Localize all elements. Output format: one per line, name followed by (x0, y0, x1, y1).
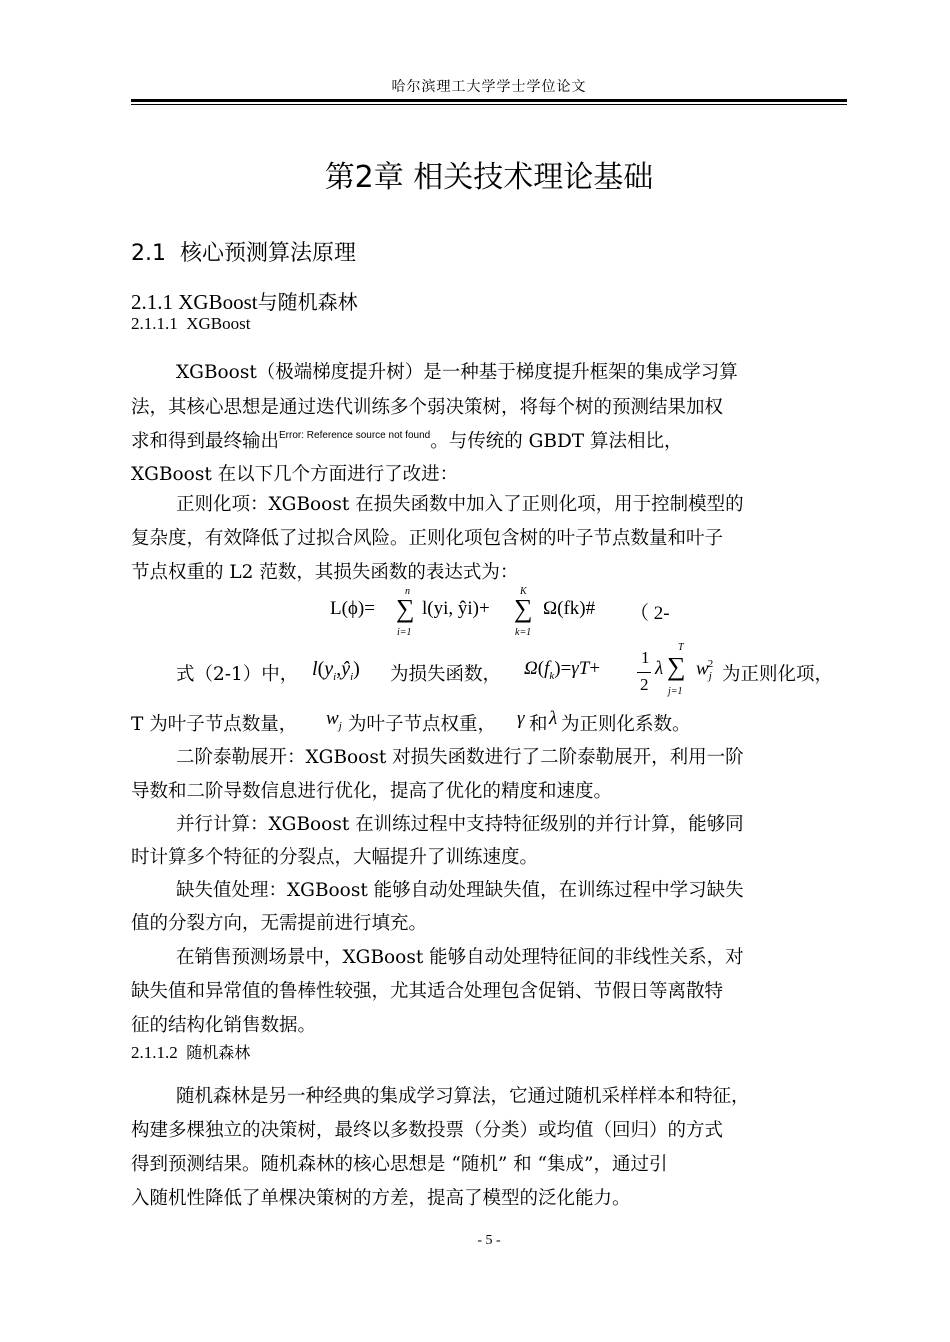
paragraph-line: 得到预测结果。随机森林的核心思想是 “随机” 和 “集成”，通过引 (131, 1154, 668, 1175)
paragraph-line: 值的分裂方向，无需提前进行填充。 (131, 913, 428, 934)
sum-upper-limit: K (520, 586, 527, 597)
lambda-symbol: λ (549, 708, 558, 729)
paragraph-line: 随机森林是另一种经典的集成学习算法，它通过随机采样样本和特征， (176, 1086, 750, 1107)
paragraph-line: 法，其核心思想是通过迭代训练多个弱决策树，将每个树的预测结果加权 (131, 397, 724, 418)
subsection-heading (131, 286, 358, 315)
sum-lower-limit: i=1 (397, 627, 412, 638)
equation-number: （ 2- (630, 603, 670, 624)
reference-error-text: Error: Reference source not found (279, 430, 431, 441)
sum-upper-limit: n (405, 586, 410, 597)
fraction-bar (637, 672, 651, 673)
sum-lower-limit: j=1 (668, 686, 683, 697)
paragraph-line: 导数和二阶导数信息进行优化，提高了优化的精度和速度。 (131, 781, 613, 802)
header-rule-thick (131, 99, 847, 102)
paragraph-line: 并行计算：XGBoost 在训练过程中支持特征级别的并行计算，能够同 (176, 814, 744, 835)
running-header: 哈尔滨理工大学学士学位论文 (391, 79, 587, 95)
subsubsection-number-1: 2.1.1.1 (131, 314, 178, 333)
summation-symbol: ∑ (396, 594, 415, 623)
paragraph-text: 为叶子节点权重， (348, 714, 497, 735)
subsection-title: 与随机森林 (257, 290, 358, 314)
chapter-title: 第2章 相关技术理论基础 (324, 160, 654, 195)
paragraph-line: 在销售预测场景中，XGBoost 能够自动处理特征间的非线性关系，对 (176, 947, 744, 968)
paragraph-line: 节点权重的 L2 范数，其损失函数的表达式为： (131, 562, 519, 583)
section-title: 核心预测算法原理 (180, 241, 357, 266)
subsubsection-title-1: XGBoost (186, 314, 251, 333)
inline-formula-weight-squared: $w_j^2$ (696, 658, 714, 683)
section-number: 2.1 (131, 241, 166, 266)
paragraph-line: 征的结构化销售数据。 (131, 1015, 317, 1036)
paragraph-text: 和 (529, 714, 548, 735)
inline-formula-weight: $w_j$ (326, 708, 342, 732)
paragraph-line: 正则化项：XGBoost 在损失函数中加入了正则化项，用于控制模型的 (176, 494, 744, 515)
paragraph-text: 。与传统的 GBDT 算法相比， (430, 431, 683, 452)
inline-formula-loss: $l(y_i,ŷ_i)$ (312, 658, 360, 683)
subsection-number: 2.1.1 XGBoost (131, 290, 258, 314)
lambda-symbol: λ (655, 658, 664, 679)
paragraph-text: T 为叶子节点数量， (131, 714, 298, 735)
inline-formula-omega: $\Omega(f_k)=\gamma T+$ (524, 658, 601, 682)
paragraph-line: 缺失值处理：XGBoost 能够自动处理缺失值，在训练过程中学习缺失 (176, 880, 744, 901)
paragraph-line: 构建多棵独立的决策树，最终以多数投票（分类）或均值（回归）的方式 (131, 1120, 724, 1141)
subsubsection-heading-1 (131, 314, 250, 334)
equation-lhs: L(ϕ)= (330, 598, 375, 619)
regularization-term: Ω(fk)# (543, 598, 596, 619)
paragraph-line: 时计算多个特征的分裂点，大幅提升了训练速度。 (131, 847, 539, 868)
paragraph-line (131, 427, 683, 453)
header-rule-thin (131, 104, 847, 105)
paragraph-line: 缺失值和异常值的鲁棒性较强，尤其适合处理包含促销、节假日等离散特 (131, 981, 724, 1002)
paragraph-line: XGBoost 在以下几个方面进行了改进： (131, 464, 459, 485)
fraction-denominator: 2 (640, 675, 649, 694)
fraction-numerator: 1 (641, 648, 650, 667)
section-heading (131, 236, 356, 267)
paragraph-text: 为正则化系数。 (561, 714, 691, 735)
paragraph-text: 式（2-1）中， (176, 664, 299, 685)
paragraph-line: 二阶泰勒展开：XGBoost 对损失函数进行了二阶泰勒展开，利用一阶 (176, 747, 744, 768)
summation-symbol: ∑ (514, 594, 533, 623)
loss-term: l(yi, ŷi)+ (422, 598, 490, 619)
paragraph-line: 复杂度，有效降低了过拟合风险。正则化项包含树的叶子节点数量和叶子 (131, 528, 724, 549)
gamma-symbol: γ (517, 708, 525, 729)
sum-upper-limit: T (678, 642, 684, 653)
paragraph-line: XGBoost（极端梯度提升树）是一种基于梯度提升框架的集成学习算 (176, 362, 738, 383)
summation-symbol: ∑ (667, 652, 686, 681)
paragraph-text: 求和得到最终输出 (131, 431, 280, 452)
paragraph-line: 入随机性降低了单棵决策树的方差，提高了模型的泛化能力。 (131, 1188, 631, 1209)
subsubsection-number-2: 2.1.1.2 (131, 1043, 178, 1062)
sum-lower-limit: k=1 (515, 627, 532, 638)
paragraph-text: 为损失函数， (390, 664, 502, 685)
subsubsection-title-2: 随机森林 (186, 1043, 251, 1062)
paragraph-text: 为正则化项， (722, 664, 834, 685)
page-number: - 5 - (477, 1233, 501, 1248)
subsubsection-heading-2 (131, 1040, 250, 1063)
